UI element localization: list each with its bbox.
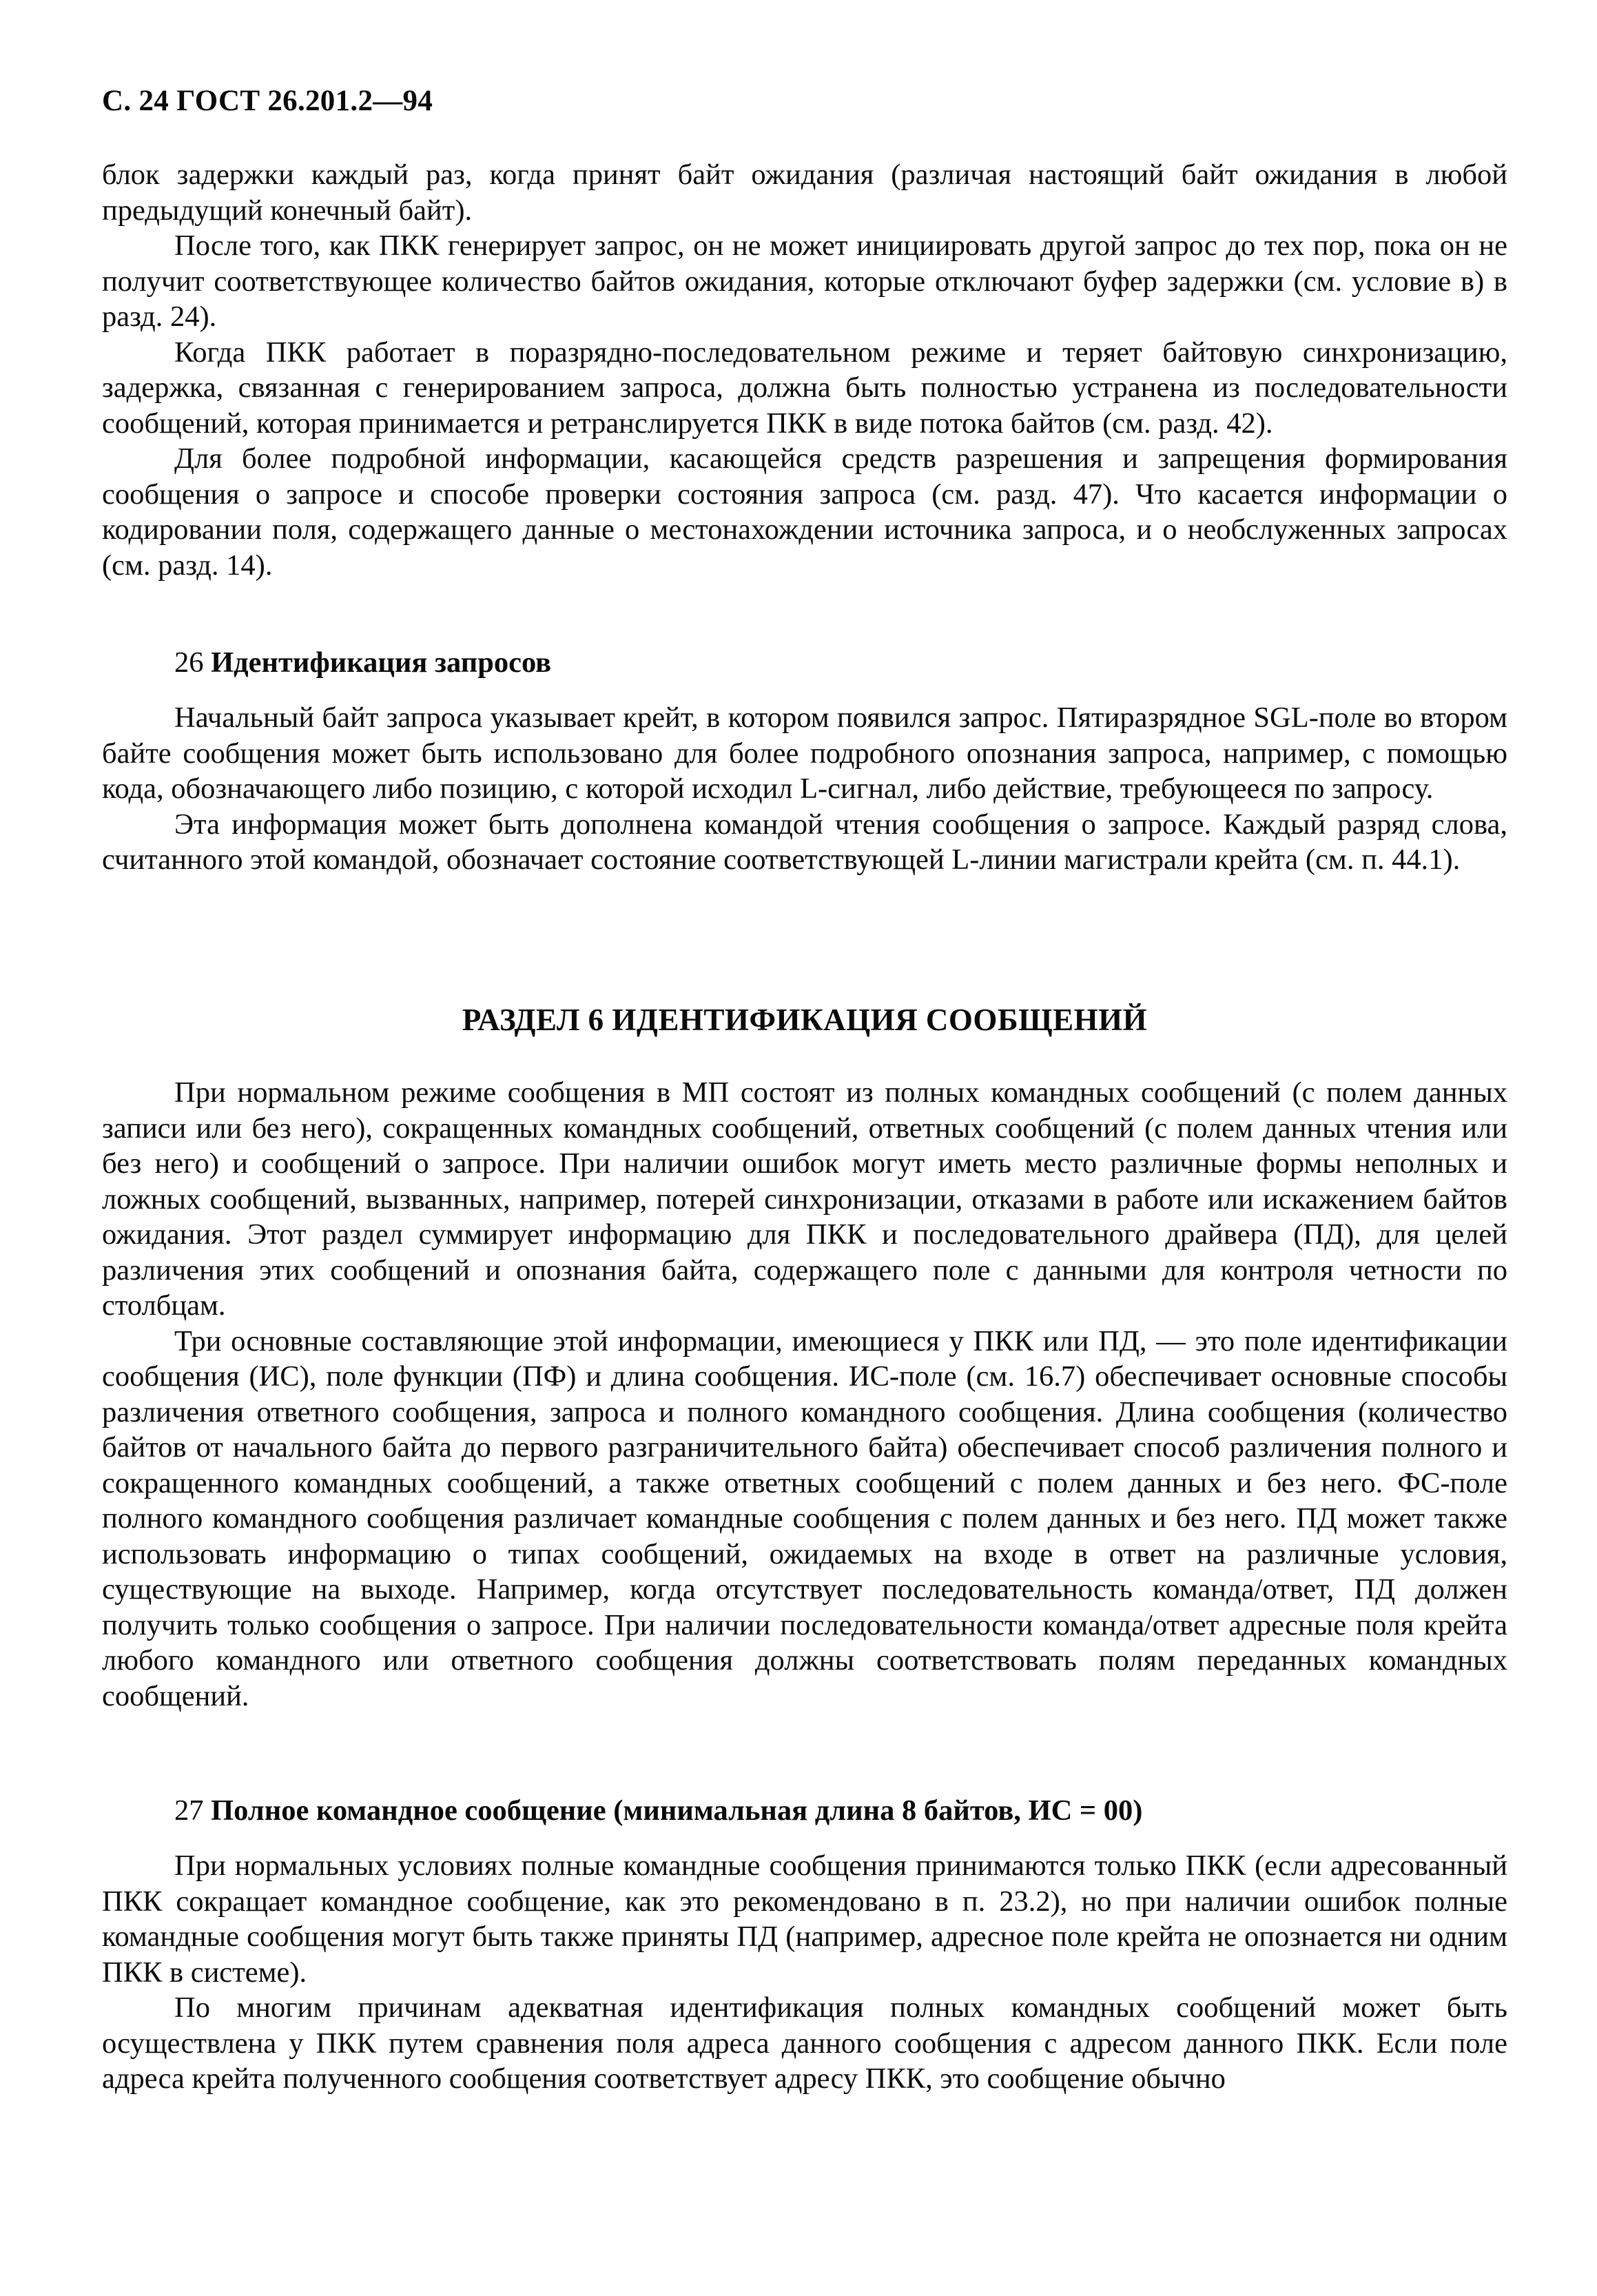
paragraph: Три основные составляющие этой информации, имеющиеся у ПКК или ПД, — это поле идентификации сообщения (ИС), поле функции (ПФ) и длина сообщения. ИС-поле (см. 16.7) обеспечивает основные способы различения ответного сообщения, запроса и полного командного сообщения. Длина сообщения (количество байтов от начального байта до первого разграничительного байта) обеспечивает способ различения полного и сокращенного командных сообщений, а также ответных сообщений с полем данных и без него. ФС-поле полного командного сообщения различает командные сообщения с полем данных и без него. ПД может также использовать информацию о типах сообщений, ожидаемых на входе в ответ на различные условия, существующие на выходе. Например, когда отсутствует последовательность команда/ответ, ПД должен получить только сообщения о запросе. При наличии последовательности команда/ответ адресные поля крейта любого командного или ответного сообщения должны соответствовать полям переданных командных сообщений. <box>102 1324 1507 1712</box>
paragraph: Эта информация может быть дополнена командой чтения сообщения о запросе. Каждый разряд слова, считанного этой командой, обозначает состояние соответствующей L-линии магистрали крейта (см. п. 44.1). <box>102 808 1507 876</box>
section-number: 26 <box>174 646 204 679</box>
section-26-heading <box>102 645 1507 681</box>
paragraph: Для более подробной информации, касающейся средств разрешения и запрещения формирования сообщения о запросе и способе проверки состояния запроса (см. разд. 47). Что касается информации о кодировании поля, содержащего данные о местонахождении источника запроса, и о необслуженных запросах (см. разд. 14). <box>102 442 1507 582</box>
paragraph: Когда ПКК работает в поразрядно-последовательном режиме и теряет байтовую синхронизацию, задержка, связанная с генерированием запроса, должна быть полностью устранена из последовательности сообщений, которая принимается и ретранслируется ПКК в виде потока байтов (см. разд. 42). <box>102 336 1507 440</box>
section-27-heading <box>102 1793 1507 1829</box>
paragraph: Начальный байт запроса указывает крейт, в котором появился запрос. Пятиразрядное SGL-поле во втором байте сообщения может быть использовано для более подробного опознания запроса, например, с помощью кода, обозначающего либо позицию, с которой исходил L-сигнал, либо действие, требующееся по запросу. <box>102 701 1507 805</box>
paragraph: После того, как ПКК генерирует запрос, он не может инициировать другой запрос до тех пор, пока он не получит соответствующее количество байтов ожидания, которые отключают буфер задержки (см. условие в) в разд. 24). <box>102 229 1507 333</box>
page-header: С. 24 ГОСТ 26.201.2—94 <box>102 85 433 117</box>
section-26 <box>102 645 1507 878</box>
section-6-body <box>102 1075 1507 1714</box>
section-heading: Идентификация запросов <box>211 646 552 679</box>
paragraph: При нормальных условиях полные командные сообщения принимаются только ПКК (если адресованный ПКК сокращает командное сообщение, как это рекомендовано в п. 23.2), но при наличии ошибок полные командные сообщения могут быть также приняты ПД (например, адресное поле крейта не опознается ни одним ПКК в системе). <box>102 1849 1507 1989</box>
intro-block <box>102 157 1507 583</box>
section-27 <box>102 1793 1507 2097</box>
paragraph: При нормальном режиме сообщения в МП состоят из полных командных сообщений (с полем данных записи или без него), сокращенных командных сообщений, ответных сообщений (с полем данных чтения или без него) и сообщений о запросе. При наличии ошибок могут иметь место различные формы неполных и ложных сообщений, вызванных, например, потерей синхронизации, отказами в работе или искажением байтов ожидания. Этот раздел суммирует информацию для ПКК и последовательного драйвера (ПД), для целей различения этих сообщений и опознания байта, содержащего поле с данными для контроля четности по столбцам. <box>102 1076 1507 1322</box>
paragraph: По многим причинам адекватная идентификация полных командных сообщений может быть осуществлена у ПКК путем сравнения поля адреса данного сообщения с адресом данного ПКК. Если поле адреса крейта полученного сообщения соответствует адресу ПКК, это сообщение обычно <box>102 1991 1507 2095</box>
section-number: 27 <box>174 1794 204 1827</box>
chapter-title: РАЗДЕЛ 6 ИДЕНТИФИКАЦИЯ СООБЩЕНИЙ <box>462 1003 1148 1037</box>
section-heading: Полное командное сообщение (минимальная длина 8 байтов, ИС = 00) <box>211 1794 1143 1827</box>
paragraph: блок задержки каждый раз, когда принят байт ожидания (различая настоящий байт ожидания в любой предыдущий конечный байт). <box>102 158 1507 227</box>
